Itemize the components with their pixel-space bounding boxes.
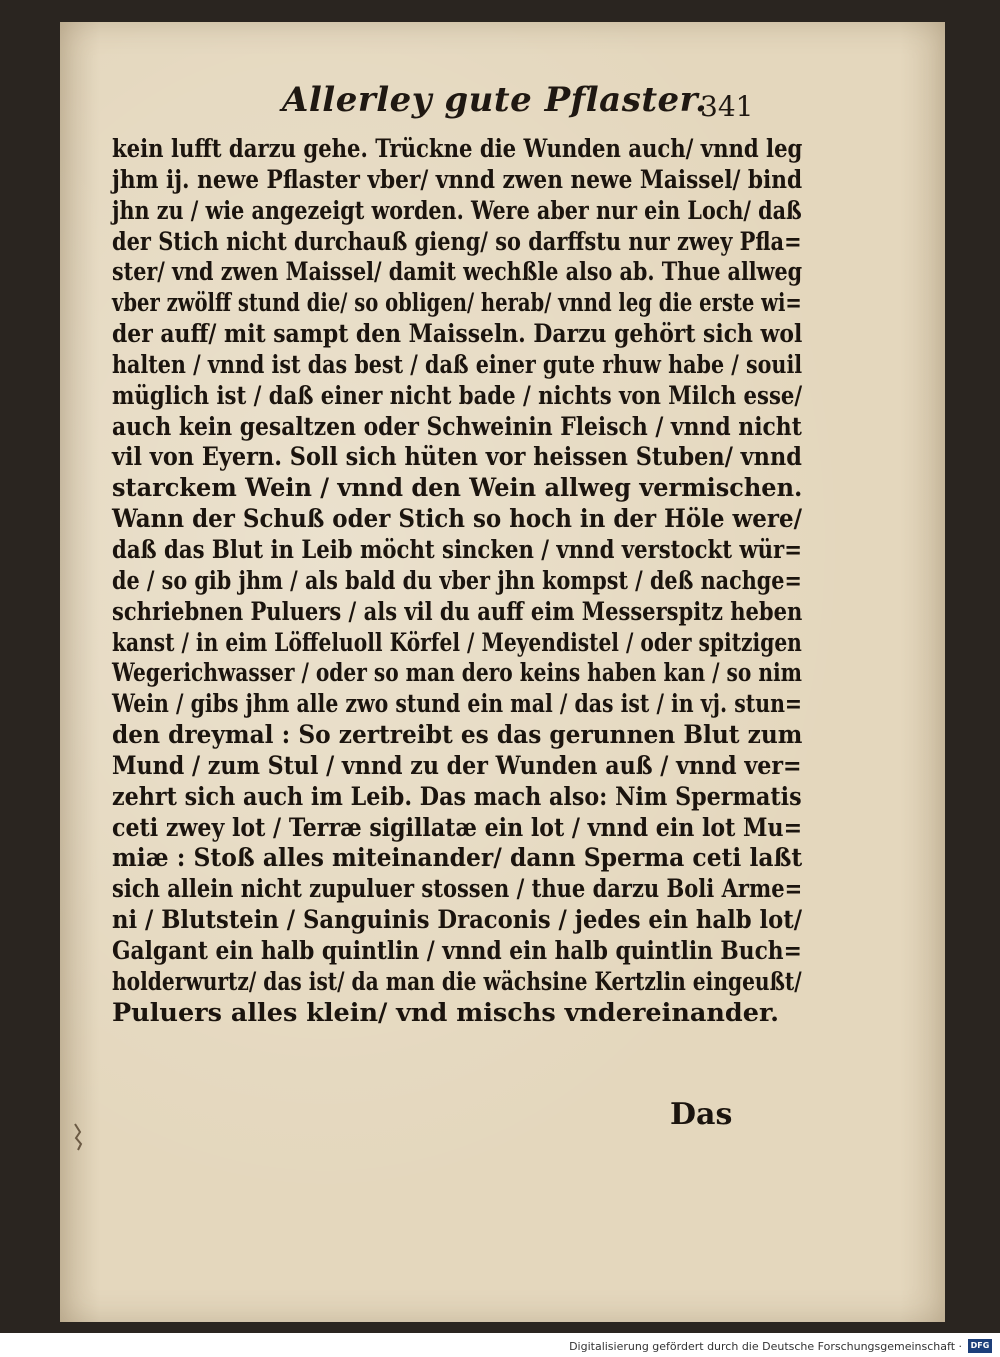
catchword: Das [670, 1097, 733, 1132]
text-line: ster/ vnd zwen Maissel/ damit wechßle also ab. Thue allweg [112, 257, 803, 288]
text-line: jhm ij. newe Pflaster vber/ vnnd zwen newe Maissel/ bind [112, 164, 803, 195]
text-line: Puluers alles klein/ vnd mischs vndereinander. [112, 997, 779, 1028]
text-line: daß das Blut in Leib möcht sincken / vnnd verstockt wür= [112, 534, 802, 565]
text-line: ni / Blutstein / Sanguinis Draconis / jedes ein halb lot/ [112, 905, 803, 936]
text-line: der Stich nicht durchauß gieng/ so darffstu nur zwey Pfla= [112, 226, 802, 257]
text-line: ceti zwey lot / Terræ sigillatæ ein lot / vnnd ein lot Mu= [112, 812, 803, 843]
text-line: Galgant ein halb quintlin / vnnd ein halb quintlin Buch= [112, 935, 802, 966]
page-number: 341 [700, 90, 754, 123]
text-line: Mund / zum Stul / vnnd zu der Wunden auß / vnnd ver= [112, 750, 802, 781]
body-text [112, 134, 802, 1028]
text-line: Wann der Schuß oder Stich so hoch in der Höle were/ [112, 504, 802, 535]
text-line: zehrt sich auch im Leib. Das mach also: Nim Spermatis [112, 781, 802, 812]
text-line: schriebnen Puluers / als vil du auff eim Messerspitz heben [112, 596, 803, 627]
text-line: müglich ist / daß einer nicht bade / nichts von Milch esse/ [112, 380, 803, 411]
text-line: jhn zu / wie angezeigt worden. Were aber nur ein Loch/ daß [112, 195, 802, 226]
text-line: der auff/ mit sampt den Maisseln. Darzu gehört sich wol [112, 319, 803, 350]
text-line: Wegerichwasser / oder so man dero keins haben kan / so nim [112, 658, 802, 689]
text-line: de / so gib jhm / als bald du vber jhn kompst / deß nachge= [112, 565, 802, 596]
text-line: miæ : Stoß alles miteinander/ dann Sperma ceti laßt [112, 843, 803, 874]
digitization-footer [0, 1336, 1000, 1357]
dfg-logo: DFG [968, 1339, 992, 1353]
text-line: kein lufft darzu gehe. Trückne die Wunden auch/ vnnd leg [112, 134, 803, 164]
text-line: vber zwölff stund die/ so obligen/ herab/ vnnd leg die erste wi= [112, 288, 802, 319]
text-line: kanst / in eim Löffeluoll Körfel / Meyendistel / oder spitzigen [112, 627, 802, 658]
text-line: Wein / gibs jhm alle zwo stund ein mal / das ist / in vj. stun= [112, 689, 803, 720]
text-line: sich allein nicht zupuluer stossen / thue darzu Boli Arme= [112, 874, 803, 905]
text-line: holderwurtz/ das ist/ da man die wächsine Kertzlin eingeußt/ [112, 966, 802, 997]
footer-credit-text: Digitalisierung gefördert durch die Deutsche Forschungsgemeinschaft · [569, 1340, 962, 1353]
running-head-title: Allerley gute Pflaster. [282, 80, 708, 120]
text-line: vil von Eyern. Soll sich hüten vor heissen Stuben/ vnnd [112, 442, 802, 473]
book-page [60, 22, 945, 1322]
ink-blot-mark [72, 1122, 86, 1152]
running-head [60, 72, 945, 132]
text-line: halten / vnnd ist das best / daß einer gute rhuw habe / souil [112, 349, 803, 380]
text-line: den dreymal : So zertreibt es das gerunnen Blut zum [112, 720, 803, 751]
text-line: starckem Wein / vnnd den Wein allweg vermischen. [112, 473, 803, 504]
text-line: auch kein gesaltzen oder Schweinin Fleisch / vnnd nicht [112, 411, 802, 442]
